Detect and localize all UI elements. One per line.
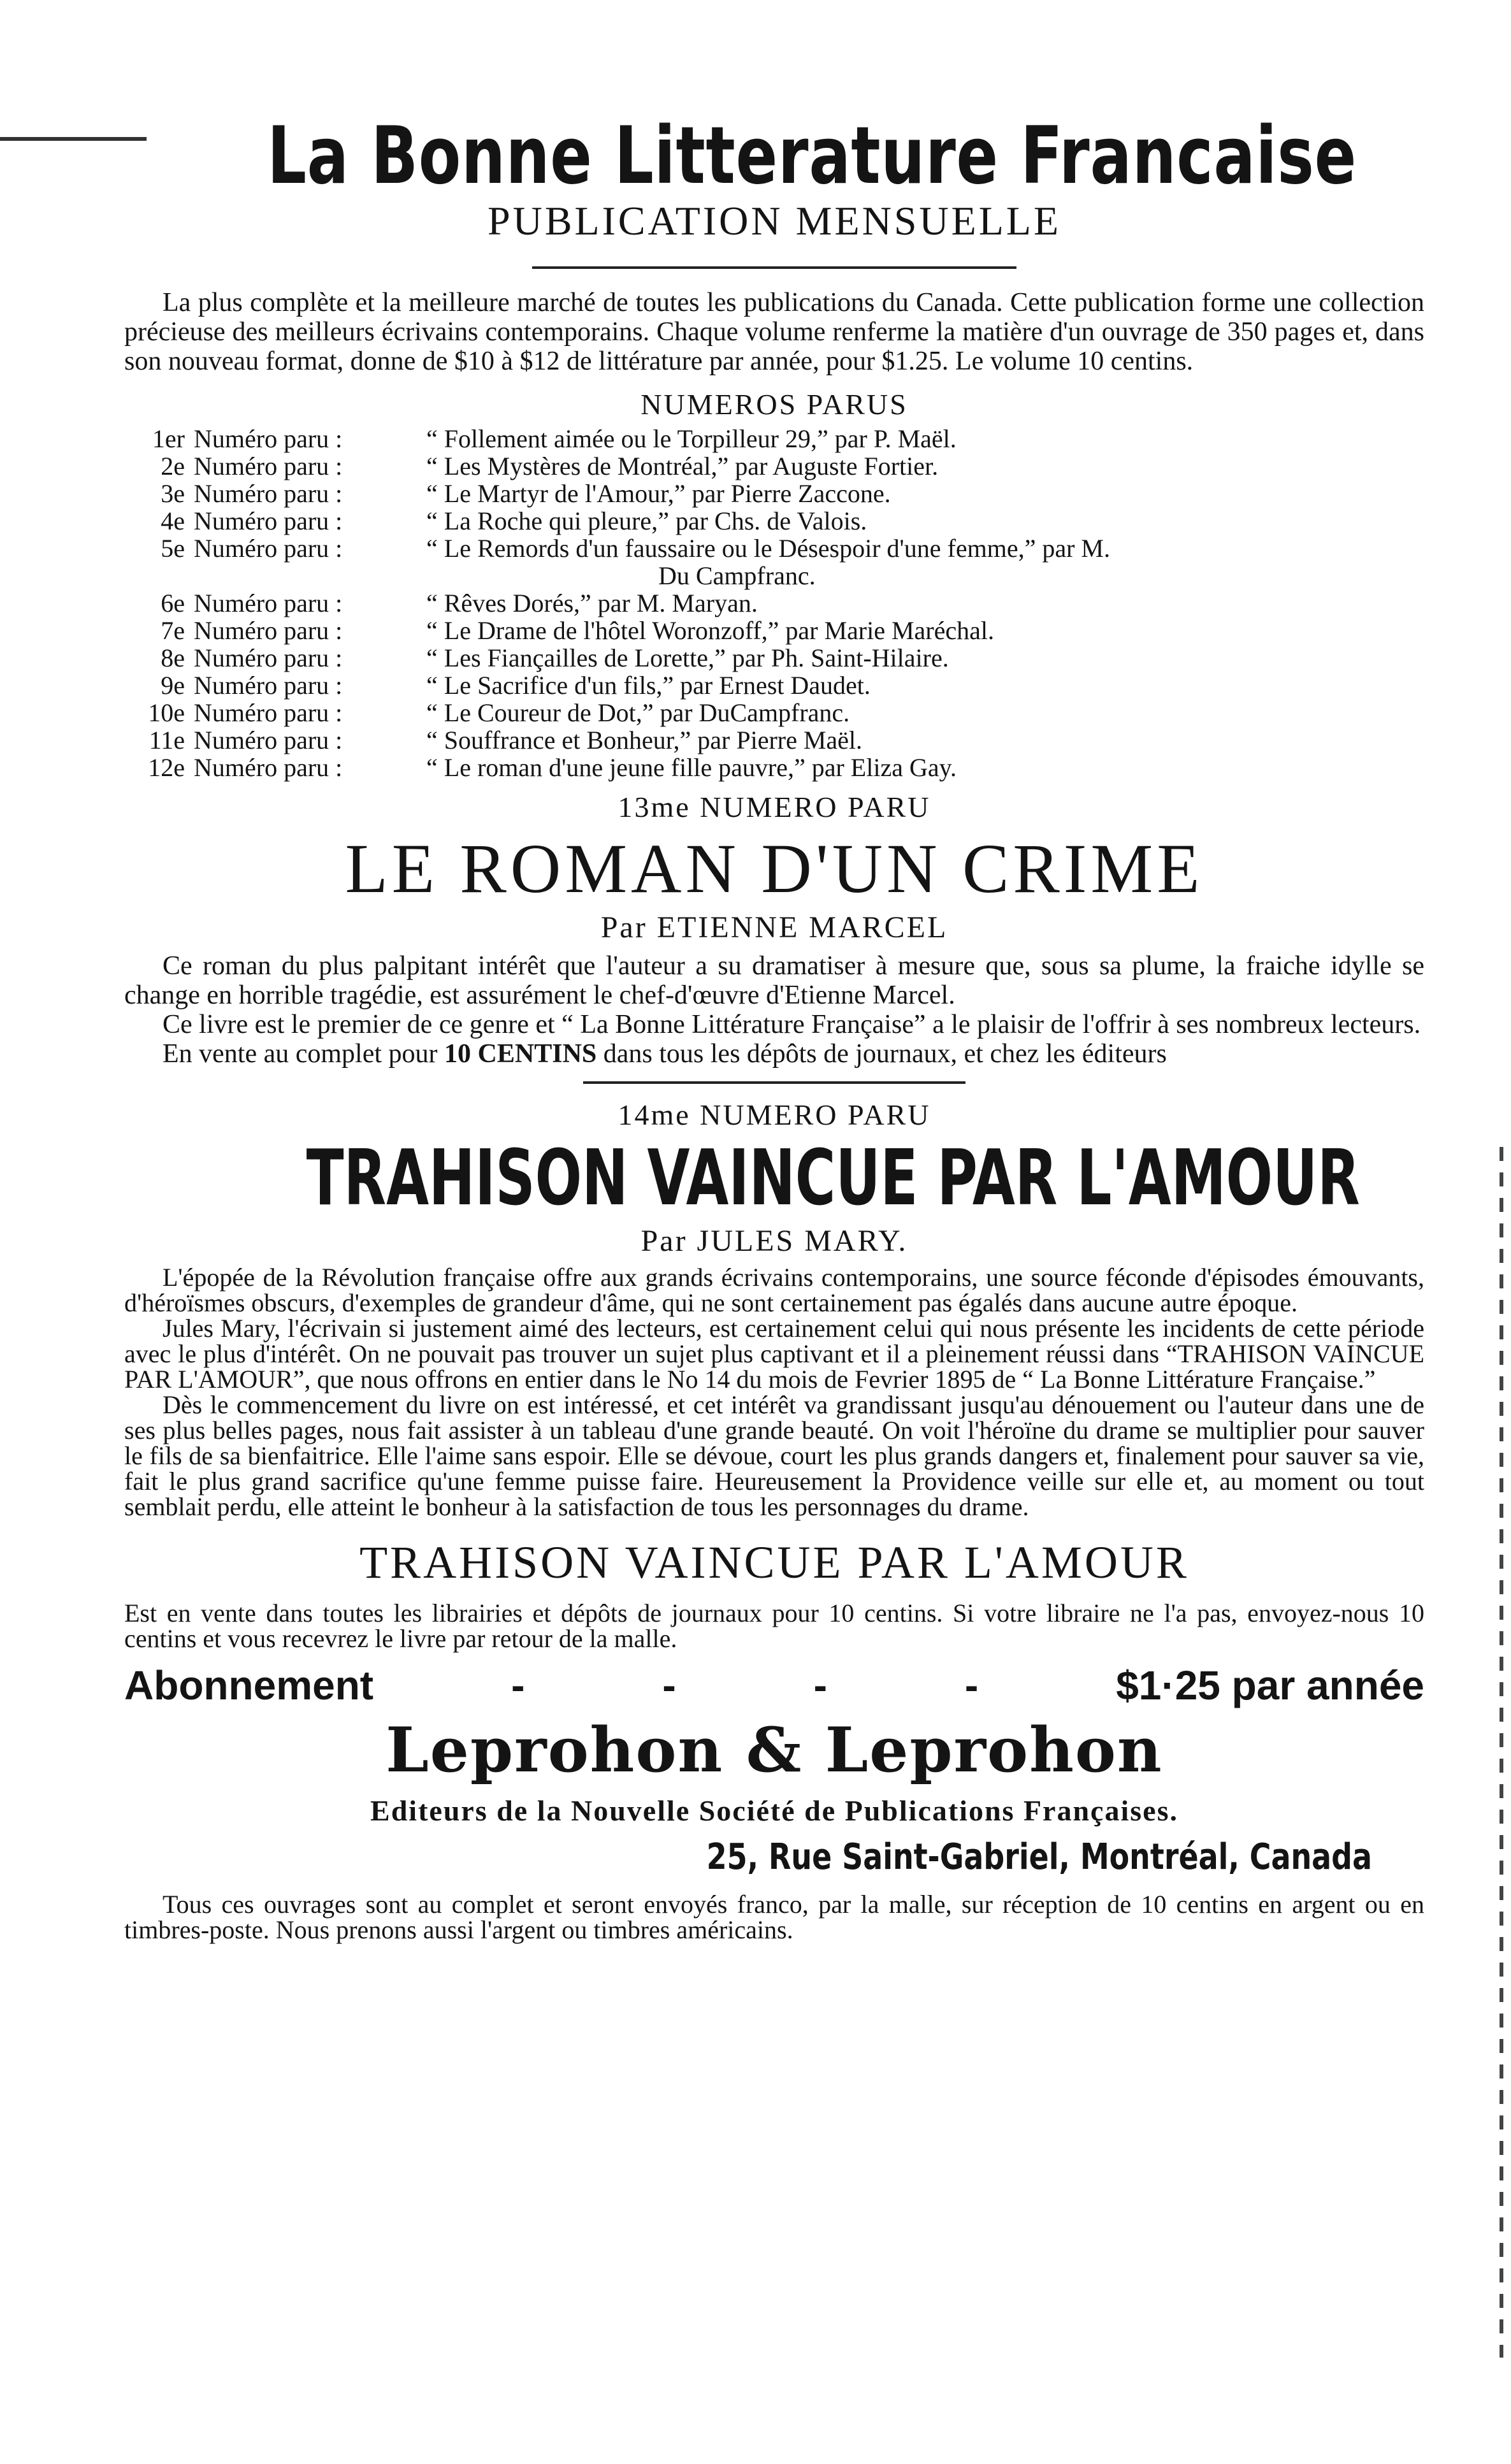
issue-row xyxy=(124,617,1424,644)
repeat-title: TRAHISON VAINCUE PAR L'AMOUR xyxy=(359,1537,1189,1589)
page-edge-marks xyxy=(1500,1147,1503,2358)
issue-row xyxy=(124,425,1424,452)
issue-label: Numéro paru : xyxy=(194,534,343,563)
issues-heading: NUMEROS PARUS xyxy=(640,388,908,421)
publisher-name: Leprohon & Leprohon xyxy=(386,1714,1163,1787)
subscription-line xyxy=(124,1662,1424,1709)
issue-row xyxy=(124,480,1424,507)
issue-row xyxy=(124,589,1424,617)
issue-row xyxy=(124,699,1424,726)
publication-frequency: PUBLICATION MENSUELLE xyxy=(488,198,1061,244)
publisher-subtitle: Editeurs de la Nouvelle Société de Publications Françaises. xyxy=(370,1794,1178,1827)
issue-number: 4e xyxy=(161,507,185,536)
issue-13-heading: 13me NUMERO PARU xyxy=(618,791,931,824)
issue-13-title: LE ROMAN D'UN CRIME xyxy=(345,830,1204,908)
issue-number: 9e xyxy=(161,671,185,700)
issue-14-paragraph: L'épopée de la Révolution française offre aux grands écrivains contemporains, une source féconde d'épisodes émouvants, d'héroïsmes obscurs, d'exemples de grandeur d'âme, qui ne sont certainement pas égalés dans aucune autre époque. xyxy=(124,1263,1424,1318)
issue-row xyxy=(124,535,1424,562)
issue-label: Numéro paru : xyxy=(194,644,343,673)
issue-label: Numéro paru : xyxy=(194,616,343,645)
masthead-title: La Bonne Litterature Francaise xyxy=(267,110,1357,202)
issue-number: 6e xyxy=(161,589,185,618)
leader-dash: - xyxy=(964,1662,979,1709)
subscription-label: Abonnement xyxy=(124,1662,374,1709)
issue-row xyxy=(124,672,1424,699)
issues-list xyxy=(124,425,1424,781)
issue-label: Numéro paru : xyxy=(194,753,343,782)
issue-label: Numéro paru : xyxy=(194,452,343,481)
issue-13-paragraph: Ce livre est le premier de ce genre et “ La Bonne Littérature Française” a le plaisir de l'offrir à ses nombreux lecteurs. xyxy=(163,1010,1421,1040)
issue-row xyxy=(124,507,1424,535)
leader-dash: - xyxy=(511,1662,525,1709)
issue-number: 2e xyxy=(161,452,185,481)
issue-label: Numéro paru : xyxy=(194,589,343,618)
issue-label: Numéro paru : xyxy=(194,671,343,700)
issue-number: 5e xyxy=(161,534,185,563)
issue-14-paragraph: Jules Mary, l'écrivain si justement aimé des lecteurs, est certainement celui qui nous présente les incidents de cette période avec le plus d'intérêt. On ne pouvait pas trouver un sujet plus captivant et il a pleinement réussi dans “TRAHISON VAINCUE PAR L'AMOUR”, que nous offrons en entier dans le No 14 du mois de Fevrier 1895 de “ La Bonne Littérature Française.” xyxy=(124,1314,1424,1394)
issue-title: “ Rêves Dorés,” par M. Maryan. xyxy=(426,589,758,618)
advertisement-page xyxy=(124,76,1424,1943)
sale-note: Est en vente dans toutes les librairies et dépôts de journaux pour 10 centins. Si votre libraire ne l'a pas, envoyez-nous 10 centins et vous recevrez le livre par retour de la malle. xyxy=(124,1599,1424,1653)
issue-title: “ Les Mystères de Montréal,” par Auguste Fortier. xyxy=(426,452,939,481)
closing-note: Tous ces ouvrages sont au complet et seront envoyés franco, par la malle, sur réception de 10 centins en argent ou en timbres-poste. Nous prenons aussi l'argent ou timbres américains. xyxy=(124,1890,1424,1945)
issue-title: “ Le roman d'une jeune fille pauvre,” par Eliza Gay. xyxy=(426,753,957,782)
issue-title: “ Le Sacrifice d'un fils,” par Ernest Daudet. xyxy=(426,671,871,700)
issue-title: “ Le Coureur de Dot,” par DuCampfranc. xyxy=(426,698,850,728)
issue-row xyxy=(124,726,1424,754)
issue-title: “ Follement aimée ou le Torpilleur 29,” par P. Maël. xyxy=(426,424,957,454)
sale-price: 10 CENTINS xyxy=(444,1039,597,1069)
sale-text: dans tous les dépôts de journaux, et chez les éditeurs xyxy=(596,1039,1167,1069)
issue-13-author: Par ETIENNE MARCEL xyxy=(600,911,948,945)
issue-title-continuation: Du Campfranc. xyxy=(658,561,816,591)
issue-row xyxy=(124,644,1424,672)
issue-number: 11e xyxy=(148,726,185,755)
issue-label: Numéro paru : xyxy=(194,479,343,508)
issue-label: Numéro paru : xyxy=(194,726,343,755)
issue-label: Numéro paru : xyxy=(194,507,343,536)
issue-title: “ Le Drame de l'hôtel Woronzoff,” par Marie Maréchal. xyxy=(426,616,994,645)
issue-title: “ Le Remords d'un faussaire ou le Désespoir d'une femme,” par M. xyxy=(426,534,1110,563)
issue-title: “ Les Fiançailles de Lorette,” par Ph. Saint-Hilaire. xyxy=(426,644,949,673)
subscription-price: $1·25 par année xyxy=(1116,1662,1424,1709)
issue-number: 10e xyxy=(148,698,185,728)
issue-number: 12e xyxy=(148,753,185,782)
issue-14-author: Par JULES MARY. xyxy=(640,1224,908,1258)
issue-label: Numéro paru : xyxy=(194,424,343,454)
issue-number: 3e xyxy=(161,479,185,508)
issue-row xyxy=(124,754,1424,781)
issue-row xyxy=(124,452,1424,480)
sale-text: En vente au complet pour xyxy=(163,1039,445,1069)
issue-number: 7e xyxy=(161,616,185,645)
issue-title: “ Souffrance et Bonheur,” par Pierre Maël. xyxy=(426,726,863,755)
issue-title: “ Le Martyr de l'Amour,” par Pierre Zaccone. xyxy=(426,479,891,508)
intro-paragraph: La plus complète et la meilleure marché de toutes les publications du Canada. Cette publication forme une collection précieuse des meilleurs écrivains contemporains. Chaque volume renferme la matière d'un ouvrage de 350 pages et, dans son nouveau format, donne de $10 à $12 de littérature par année, pour $1.25. Le volume 10 centins. xyxy=(124,288,1424,377)
issue-title: “ La Roche qui pleure,” par Chs. de Valois. xyxy=(426,507,867,536)
divider xyxy=(583,1081,965,1084)
issue-13-paragraph: Ce roman du plus palpitant intérêt que l'auteur a su dramatiser à mesure que, sous sa plume, la fraiche idylle se change en horrible tragédie, est assurément le chef-d'œuvre d'Etienne Marcel. xyxy=(124,951,1424,1011)
leader-dash: - xyxy=(662,1662,676,1709)
issue-number: 1er xyxy=(152,424,185,454)
issue-number: 8e xyxy=(161,644,185,673)
leader-dash: - xyxy=(813,1662,827,1709)
issue-14-heading: 14me NUMERO PARU xyxy=(618,1099,931,1132)
issue-13-sale-paragraph xyxy=(124,1039,1424,1069)
issue-14-paragraph: Dès le commencement du livre on est intéressé, et cet intérêt va grandissant jusqu'au dénouement ou l'auteur dans une de ses plus belles pages, nous fait assister à un tableau d'une grande beauté. On voit l'héroïne du drame se multiplier pour sauver le fils de sa bienfaitrice. Elle l'aime sans espoir. Elle se dévoue, court les plus grands dangers et, finalement pour sauver sa vie, fait le plus grand sacrifice qu'une femme puisse faire. Heureusement la Providence veille sur elle et, au moment ou tout semblait perdu, elle atteint le bonheur à la satisfaction de tous les personnages du drame. xyxy=(124,1390,1424,1522)
divider xyxy=(532,266,1016,269)
issue-14-title: TRAHISON VAINCUE PAR L'AMOUR xyxy=(306,1134,1360,1223)
issue-label: Numéro paru : xyxy=(194,698,343,728)
publisher-address: 25, Rue Saint-Gabriel, Montréal, Canada xyxy=(706,1836,1372,1878)
